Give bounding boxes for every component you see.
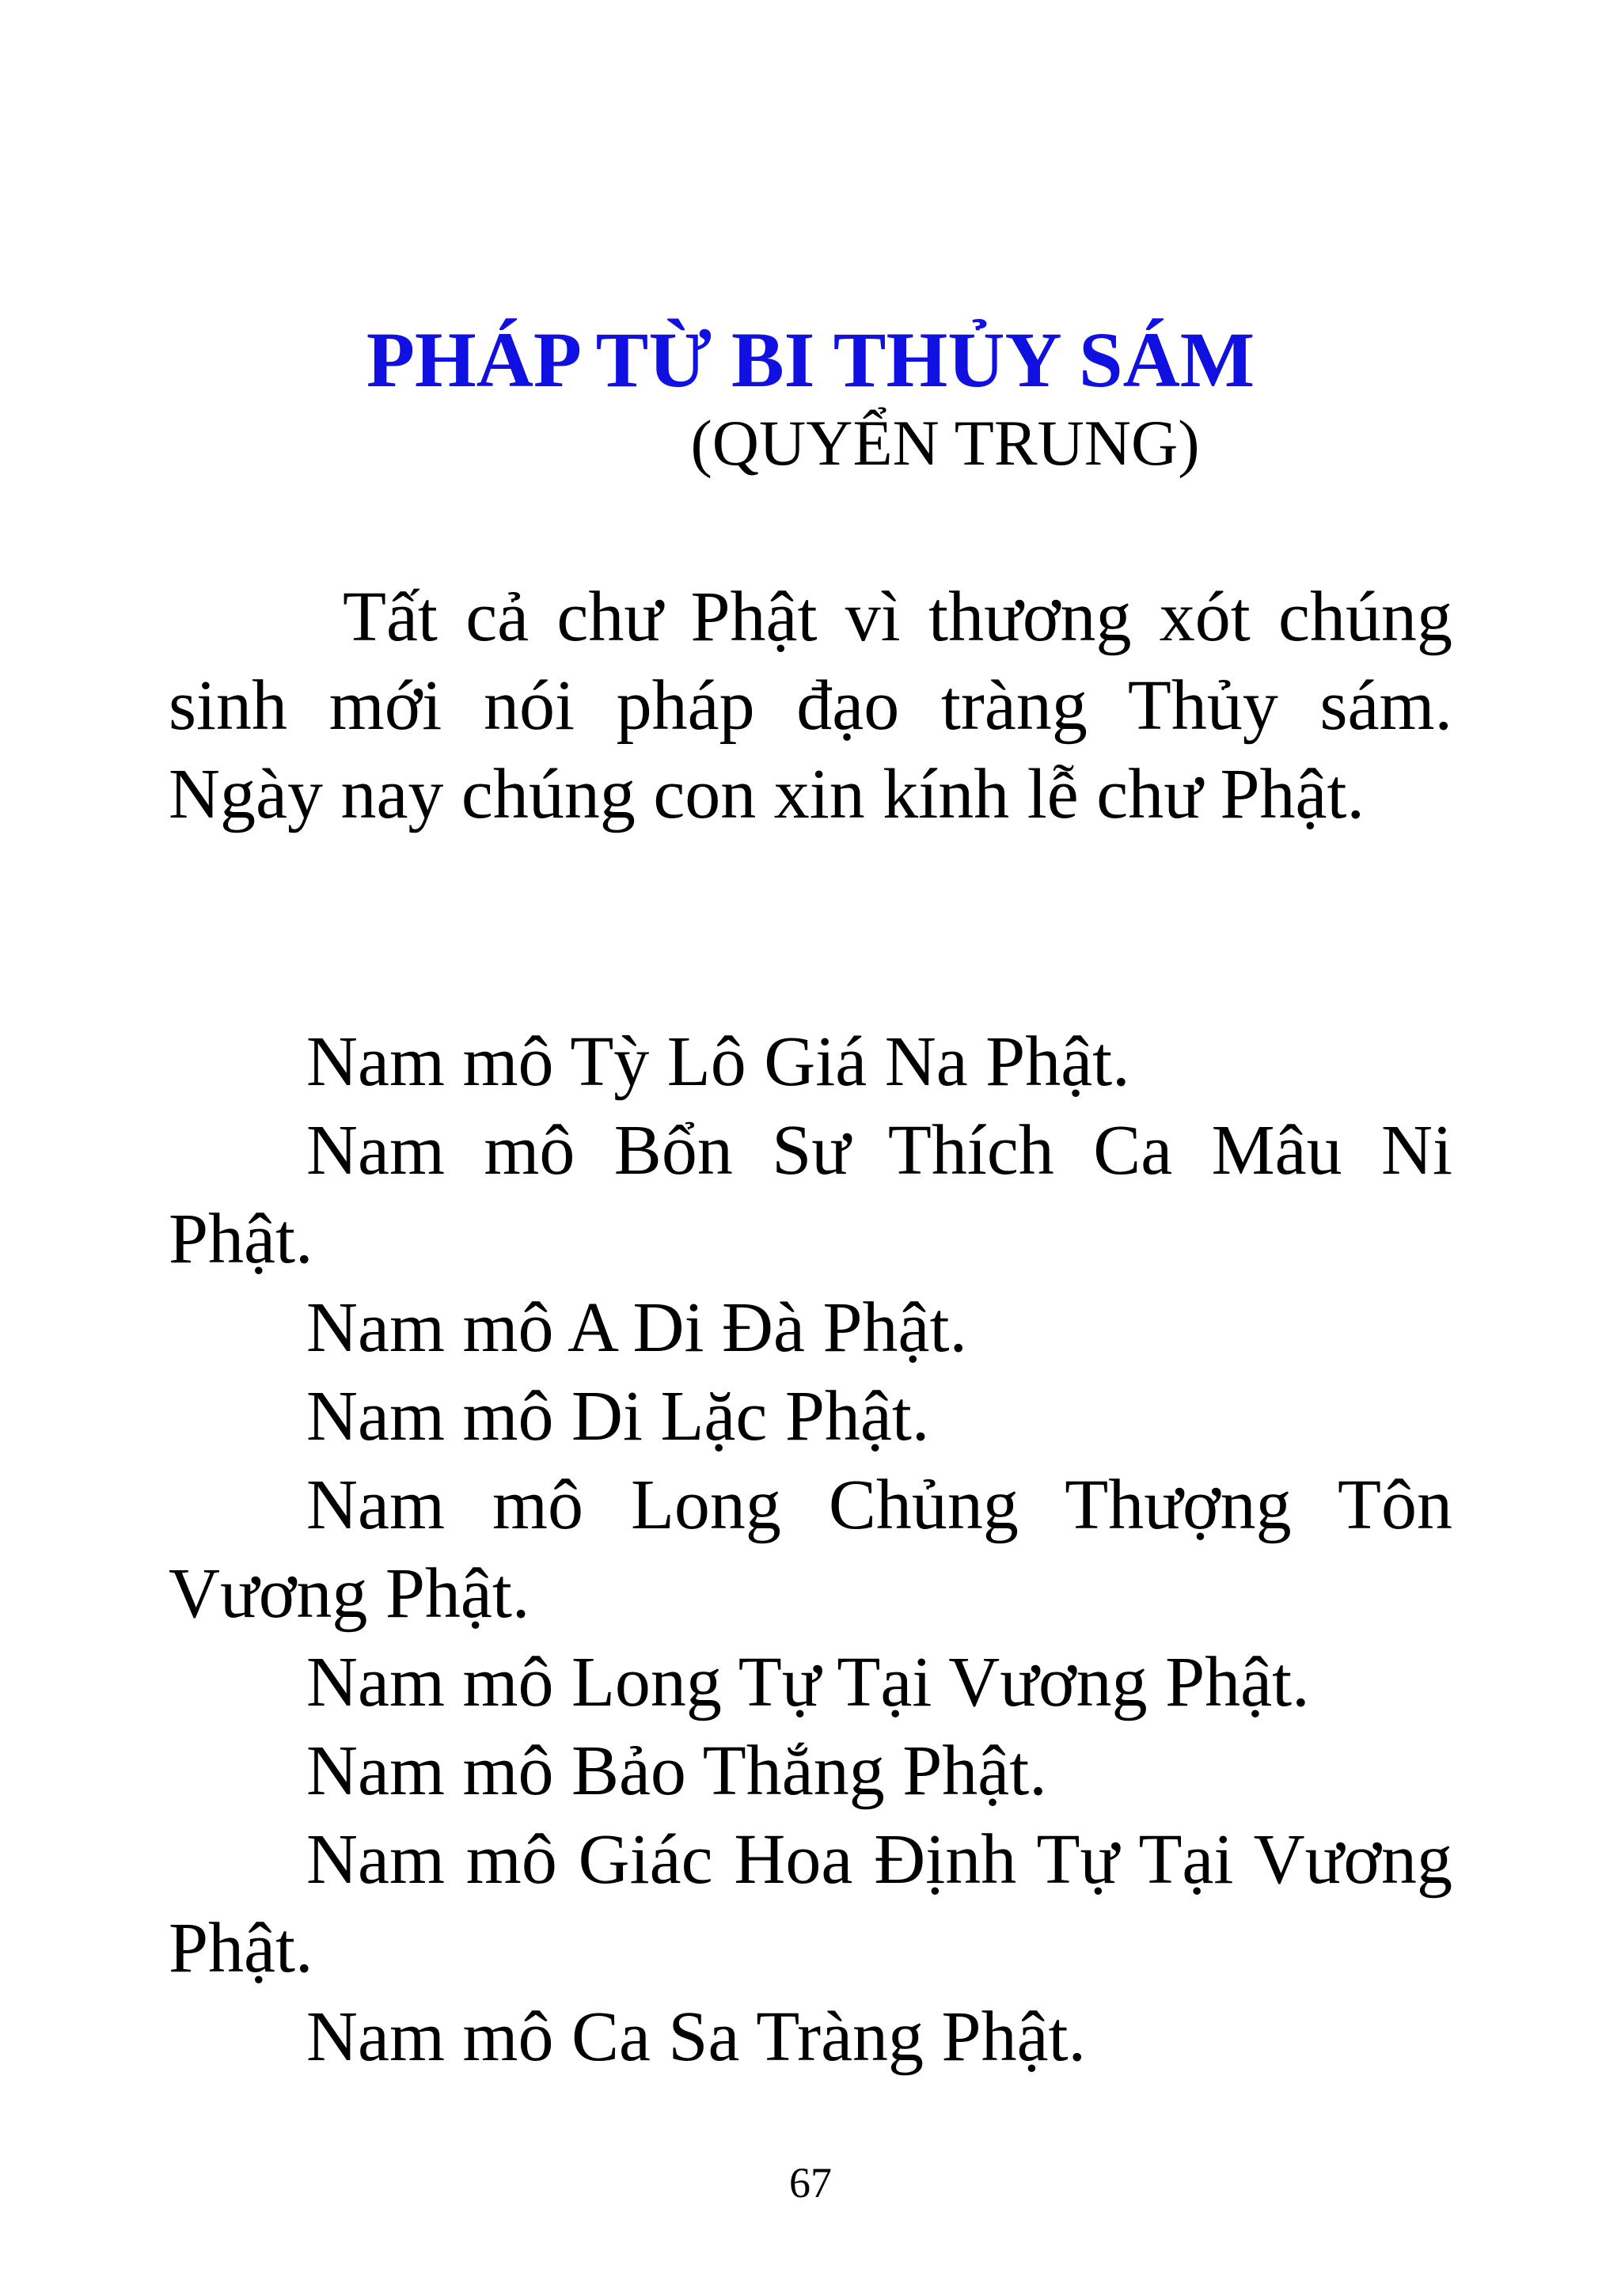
page-subtitle: (QUYỂN TRUNG) — [690, 407, 1200, 479]
invocation-line: Nam mô A Di Đà Phật. — [306, 1288, 967, 1367]
invocation-line: Nam mô Ca Sa Tràng Phật. — [306, 1998, 1087, 2076]
invocation-line: Nam mô Tỳ Lô Giá Na Phật. — [306, 1023, 1130, 1101]
intro-paragraph: Tất cả chư Phật vì thương xót chúng sinh mới nói pháp đạo tràng Thủy sám. Ngày nay chúng con xin kính lễ chư Phật. — [169, 578, 1452, 833]
invocation-line: Nam mô Bảo Thắng Phật. — [306, 1732, 1047, 1810]
page-title: PHÁP TỪ BI THỦY SÁM — [366, 316, 1255, 404]
invocation-line: Nam mô Giác Hoa Định Tự Tại Vương Phật. — [169, 1820, 1452, 1987]
page-number: 67 — [789, 2159, 832, 2207]
invocation-list — [169, 1018, 1452, 2082]
invocation-line: Nam mô Di Lặc Phật. — [306, 1377, 930, 1455]
invocation-line: Nam mô Long Tự Tại Vương Phật. — [306, 1643, 1310, 1721]
invocation-line: Nam mô Bổn Sư Thích Ca Mâu Ni Phật. — [169, 1111, 1452, 1278]
invocation-line: Nam mô Long Chủng Thượng Tôn Vương Phật. — [169, 1466, 1452, 1633]
